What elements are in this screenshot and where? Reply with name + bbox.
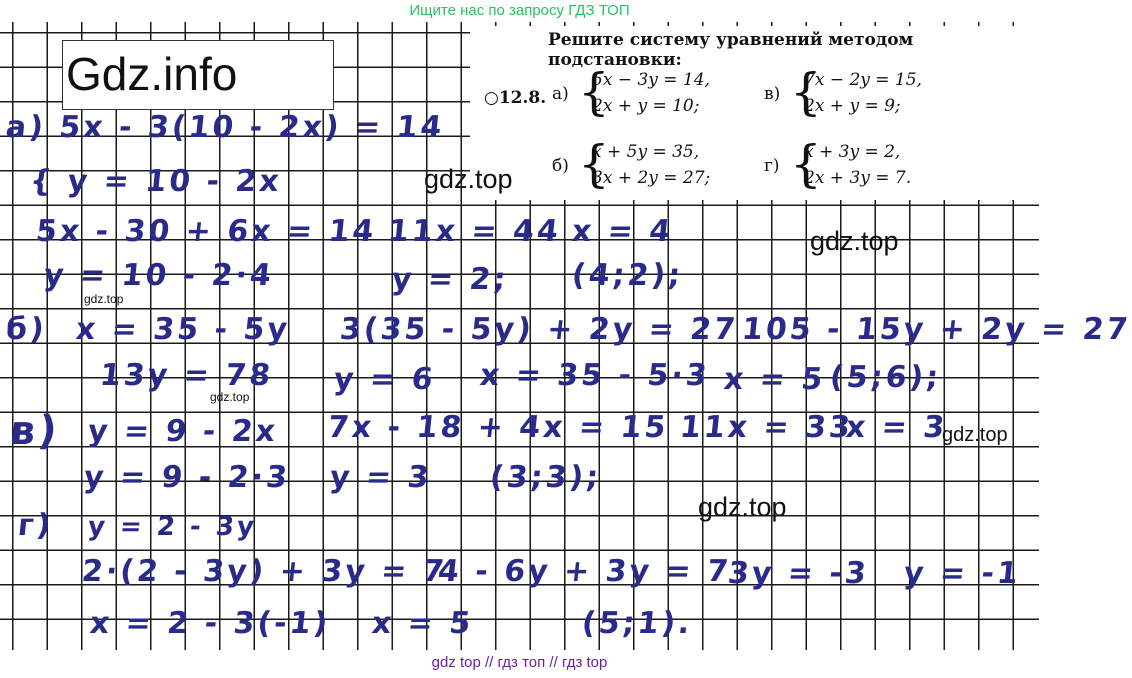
handwriting-line: { y = 10 - 2x [28,164,284,199]
handwriting-line: y = 2; [390,262,511,297]
handwriting-line: 2·(2 - 3y) + 3y = 7 [80,554,449,589]
handwriting-line: 7x - 18 + 4x = 15 [326,410,671,445]
handwriting-line: 11x = 44 [386,214,563,249]
equation: x + 5y = 35, [592,142,700,162]
handwriting-line: 3y = -3 [726,556,871,591]
equation: 5x − 3y = 14, [592,70,710,90]
brace-icon: { [578,63,610,121]
handwriting-line: б) [4,312,49,347]
handwriting-line: 3(35 - 5y) + 2y = 27 [338,312,740,347]
site-logo[interactable]: Gdz.info [66,48,238,100]
handwriting-line: y = 3 [328,460,434,495]
brace-icon: { [578,135,610,193]
watermark: gdz.top [810,226,899,256]
brace-icon: { [790,135,822,193]
handwriting-line: y = 2 - 3y [86,512,259,542]
handwriting-line: x = 35 - 5y [74,312,292,347]
handwriting-line: y = 10 - 2·4 [42,258,276,293]
watermark: gdz.top [942,424,1008,446]
handwriting-line: в) [7,408,63,454]
system-label: а) [552,84,569,104]
handwriting-line: 11x = 33 [678,410,855,445]
system-label: г) [764,156,780,176]
watermark: gdz.top [424,164,513,194]
handwriting-line: y = -1 [902,556,1023,591]
handwriting-line: г) [16,508,56,543]
watermark: gdz.top [210,390,250,404]
handwriting-line: x = 5 [370,606,476,641]
system-label: б) [552,156,569,176]
handwriting-line: x = 5 [722,362,828,397]
handwriting-line: (5;6); [828,360,944,395]
bottom-banner[interactable]: gdz top // гдз топ // гдз top [0,650,1039,678]
handwriting-line: y = 6 [332,362,438,397]
handwriting-line: x = 2 - 3(-1) [88,606,333,641]
brace-icon: { [790,63,822,121]
handwriting-line: 105 - 15y + 2y = 27 [740,312,1132,347]
handwriting-line: 5x - 30 + 6x = 14 [34,214,379,249]
equation: x + 3y = 2, [804,142,901,162]
handwriting-line: (4;2); [570,258,686,293]
equation: 7x − 2y = 15, [804,70,922,90]
handwriting-line: x = 4 [570,214,676,249]
equation: 2x + y = 10; [592,96,700,116]
handwriting-line: 4 - 6y + 3y = 7 [436,554,733,589]
handwriting-line: x = 35 - 5·3 [478,358,712,393]
equation: 3x + 2y = 27; [592,168,711,188]
handwriting-line: y = 9 - 2·3 [82,460,292,495]
watermark: gdz.top [84,292,124,306]
problem-number: ○12.8. [484,88,547,108]
handwriting-line: (3;3); [488,460,604,495]
equation: 2x + 3y = 7. [804,168,912,188]
handwriting-line: а) 5x - 3(10 - 2x) = 14 [4,110,447,145]
system-label: в) [764,84,781,104]
watermark: gdz.top [698,492,787,522]
handwriting-line: x = 3 [844,410,950,445]
equation: 2x + y = 9; [804,96,901,116]
handwriting-line: 13y = 78 [98,358,275,393]
handwriting-line: y = 9 - 2x [86,414,280,449]
textbook-instruction: Решите систему уравнений методом подстановки: [548,30,914,70]
top-banner[interactable]: Ищите нас по запросу ГДЗ ТОП [0,0,1039,22]
handwriting-line: (5;1). [580,606,695,641]
